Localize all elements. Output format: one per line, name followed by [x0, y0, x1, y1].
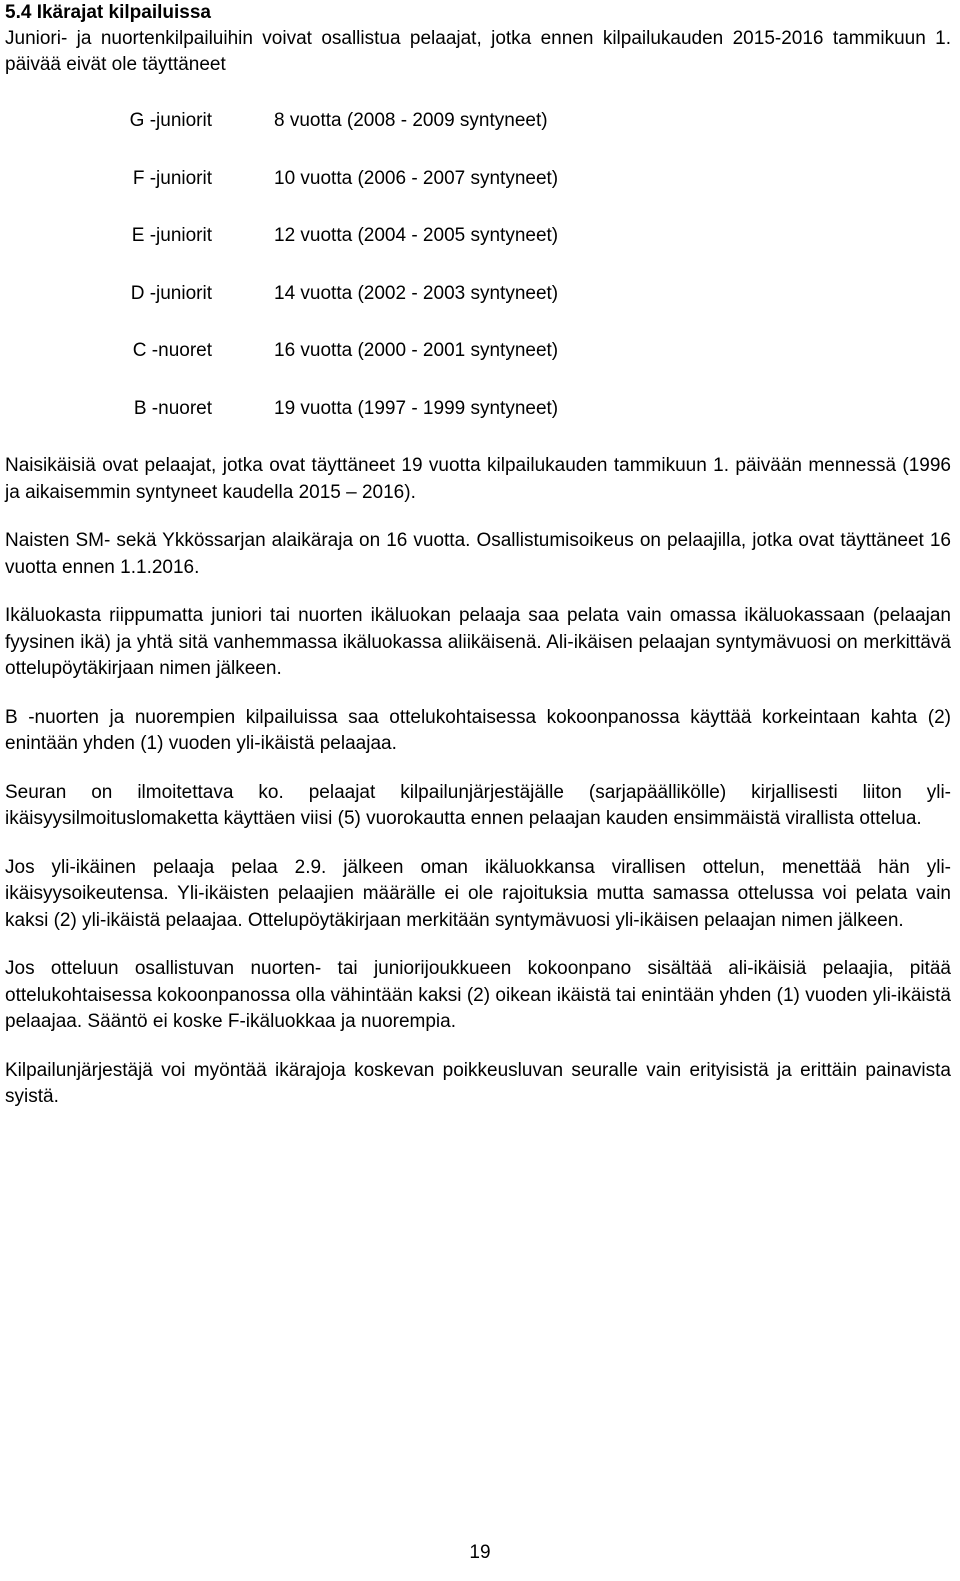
- paragraph-naisikaiset: Naisikäisiä ovat pelaajat, jotka ovat täyttäneet 19 vuotta kilpailukauden tammikuun 1. päivään mennessä (1996 ja aikaisemmin syntyneet kaudella 2015 – 2016).: [5, 455, 951, 503]
- age-row-e: [5, 223, 558, 281]
- age-category: G -juniorit: [129, 110, 212, 131]
- age-category: D -juniorit: [130, 282, 212, 304]
- paragraph-poikkeuslupa: Kilpailunjärjestäjä voi myöntää ikärajoja koskevan poikkeusluvan seuralle vain erityisistä ja erittäin painavista syistä.: [5, 1059, 951, 1107]
- paragraph-alaikaisyys: Ikäluokasta riippumatta juniori tai nuorten ikäluokan pelaaja saa pelata vain omassa ikäluokassaan (pelaajan fyysinen ikä) ja yhtä sitä vanhemmassa ikäluokassa aliikäisenä. Ali-ikäisen pelaajan syntymävuosi on merkittävä ottelupöytäkirjaan nimen jälkeen.: [5, 605, 951, 679]
- document-page: [5, 0, 951, 1111]
- age-limit: 14 vuotta (2002 - 2003 syntyneet): [274, 282, 559, 304]
- paragraph-yli-ikaiset: B -nuorten ja nuorempien kilpailuissa saa ottelukohtaisessa kokoonpanossa käyttää korkeintaan kahta (2) enintään yhden (1) vuoden yli-ikäistä pelaajaa.: [5, 706, 951, 754]
- age-category: F -juniorit: [132, 167, 212, 189]
- age-category: C -nuoret: [132, 340, 212, 361]
- age-category: E -juniorit: [131, 225, 212, 246]
- page-number: 19: [469, 1542, 491, 1563]
- paragraph-yli-ikaisyysoikeus: Jos yli-ikäinen pelaaja pelaa 2.9. jälkeen oman ikäluokkansa virallisen ottelun, menettää hän yli-ikäisyysoikeutensa. Yli-ikäisten pelaajien määrälle ei ole rajoituksia mutta samassa ottelussa voi pelata vain kaksi (2) yli-ikäistä pelaajaa. Ottelupöytäkirjaan merkitään syntymävuosi yli-ikäisen pelaajan nimen jälkeen.: [5, 856, 951, 931]
- paragraph-kokoonpano: Jos otteluun osallistuvan nuorten- tai juniorijoukkueen kokoonpano sisältää ali-ikäisiä pelaajia, pitää ottelukohtaisessa kokoonpanossa olla vähintään kaksi (2) oikean ikäistä tai enintään yhden (1) vuoden yli-ikäistä pelaajaa. Sääntö ei koske F-ikäluokkaa ja nuorempia.: [5, 958, 951, 1032]
- age-limit: 8 vuotta (2008 - 2009 syntyneet): [274, 110, 548, 131]
- age-limits-table: [5, 108, 558, 453]
- age-limit: 16 vuotta (2000 - 2001 syntyneet): [274, 340, 559, 361]
- paragraph-naisten-sm: Naisten SM- sekä Ykkössarjan alaikäraja on 16 vuotta. Osallistumisoikeus on pelaajilla, jotka ovat täyttäneet 16 vuotta ennen 1.1.2016.: [5, 530, 951, 578]
- age-limit: 19 vuotta (1997 - 1999 syntyneet): [274, 397, 559, 419]
- age-row-c: [5, 338, 558, 396]
- intro-paragraph: Juniori- ja nuortenkilpailuihin voivat osallistua pelaajat, jotka ennen kilpailukauden 2015-2016 tammikuun 1. päivää eivät ole täyttäneet: [5, 28, 951, 75]
- paragraph-ilmoitus: Seuran on ilmoitettava ko. pelaajat kilpailunjärjestäjälle (sarjapäällikölle) kirjallisesti liiton yli-ikäisyysilmoituslomaketta käyttäen viisi (5) vuorokautta ennen pelaajan kauden ensimmäistä virallista ottelua.: [5, 781, 951, 829]
- age-row-g: [5, 108, 558, 166]
- age-row-f: [5, 166, 558, 224]
- age-row-b: [5, 396, 558, 454]
- age-row-d: [5, 281, 558, 339]
- section-title: 5.4 Ikärajat kilpailuissa: [5, 2, 211, 23]
- age-limit: 12 vuotta (2004 - 2005 syntyneet): [274, 225, 559, 246]
- age-category: B -nuoret: [133, 397, 212, 419]
- age-limit: 10 vuotta (2006 - 2007 syntyneet): [274, 167, 559, 189]
